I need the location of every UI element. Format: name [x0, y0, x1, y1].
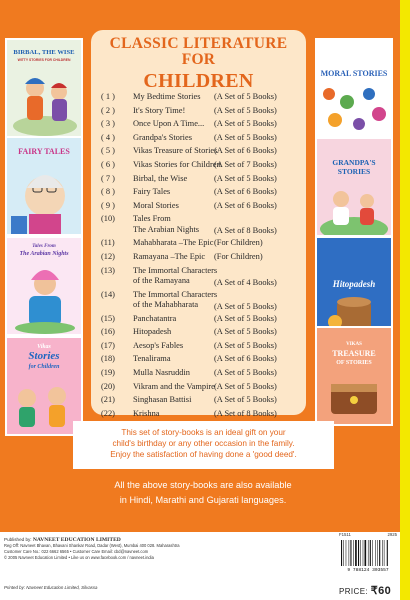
book-cover-subtitle: TREASURE — [332, 349, 376, 358]
book-title — [133, 92, 200, 103]
book-title-line: of the Mahabharata — [133, 300, 199, 310]
copyright: © 2005 Navneet Education Limited • Like us on www.facebook.com / navneet.india — [4, 555, 154, 560]
code-left: F1511 — [339, 532, 351, 537]
moral-stories-illustration — [317, 80, 391, 138]
book-title — [133, 409, 160, 420]
book-title-line: of the Ramayana — [133, 276, 190, 286]
book-title-line: Fairy Tales — [133, 187, 171, 197]
book-cover-title: Tales From — [32, 244, 56, 249]
book-number: ( 7 ) — [101, 173, 115, 183]
book-title-line: Vikram and the Vampire — [133, 381, 215, 391]
publisher-label: Published by: — [4, 537, 32, 542]
book-cover-title: FAIRY TALES — [18, 147, 70, 156]
book-number: (20) — [101, 381, 115, 391]
book-title-line: My Bedtime Stories — [133, 92, 201, 101]
book-cover-title: BIRBAL, THE WISE — [13, 49, 75, 56]
book-title — [133, 266, 217, 287]
book-cover-subtitle: WITTY STORIES FOR CHILDREN — [17, 58, 71, 62]
book-set-info: (A Set of 6 Books) — [214, 200, 277, 210]
book-list-item — [101, 106, 306, 120]
book-list-item — [101, 368, 306, 382]
book-title-line: It's Story Time! — [133, 105, 186, 115]
book-number: (16) — [101, 327, 115, 337]
book-title-line: Vikas Stories for Children — [133, 159, 221, 169]
book-set-info: (A Set of 5 Books) — [214, 395, 277, 405]
barcode — [339, 539, 397, 573]
code-right: 2925 — [387, 532, 397, 537]
registered-office: Reg Off: Navneet Bhavan, Bhavani Shankar Road, Dadar (West), Mumbai 400 028. Maharashtra — [4, 543, 180, 548]
book-cover-grandpas-stories — [315, 137, 393, 237]
book-number: (15) — [101, 313, 115, 323]
book-set-info: (A Set of 5 Books) — [214, 340, 277, 350]
barcode-icon — [339, 539, 397, 567]
book-title — [133, 238, 213, 249]
gift-note-line: This set of story-books is an ideal gift on your — [121, 428, 286, 437]
barcode-bar — [382, 540, 383, 566]
book-number: ( 1 ) — [101, 92, 115, 101]
book-list-item — [101, 341, 306, 355]
book-list-item — [101, 238, 306, 252]
book-number: ( 4 ) — [101, 132, 115, 142]
book-set-info: (A Set of 6 Books) — [214, 146, 277, 156]
customer-care: Customer Care No.: 022 6662 6565 • Customer Care Email: cbd@navneet.com — [4, 549, 149, 554]
book-cover-title: MORAL STORIES — [320, 69, 388, 78]
barcode-bar — [349, 540, 350, 566]
book-number: (13) — [101, 265, 115, 275]
book-set-info: (For Children) — [214, 238, 263, 248]
book-set-info: (A Set of 5 Books) — [214, 327, 277, 337]
price-value: ₹60 — [370, 585, 392, 597]
barcode-bar — [365, 540, 367, 566]
book-title — [133, 354, 171, 365]
book-title — [133, 160, 221, 171]
languages-note — [40, 478, 366, 508]
barcode-bar — [375, 540, 376, 566]
book-cover-title: Hitopadesh — [332, 279, 376, 289]
barcode-bar — [353, 540, 354, 566]
book-number: ( 9 ) — [101, 200, 115, 210]
book-number: (17) — [101, 340, 115, 350]
book-set-info: (A Set of 4 Books) — [214, 277, 277, 287]
barcode-bar — [346, 540, 347, 566]
book-title-line: Mulla Nasruddin — [133, 367, 190, 377]
book-title — [133, 214, 199, 235]
book-set-info: (A Set of 6 Books) — [214, 354, 277, 364]
book-title-line: Moral Stories — [133, 200, 179, 210]
gift-note-line: Enjoy the satisfaction of having done a 'good deed'. — [110, 450, 297, 459]
arabian-nights-illustration — [7, 258, 81, 336]
book-set-info: (A Set of 8 Books) — [214, 408, 277, 418]
book-cover-title: Vikas — [37, 344, 51, 350]
panel-title-line1: CLASSIC LITERATURE FOR — [109, 35, 288, 69]
book-title — [133, 201, 179, 212]
book-title-line: Hitopadesh — [133, 327, 172, 337]
book-number: (21) — [101, 395, 115, 405]
barcode-number: 9 788124 303557 — [347, 568, 389, 573]
book-title-line: Once Upon A Time... — [133, 119, 205, 129]
book-cover-title: GRANDPA'S — [332, 158, 376, 167]
book-number: (10) — [101, 214, 115, 224]
barcode-bar — [379, 540, 380, 566]
side-strip — [400, 0, 410, 600]
book-title-line: Aesop's Fables — [133, 340, 184, 350]
barcode-bar — [377, 540, 378, 566]
book-number: (18) — [101, 354, 115, 364]
book-title-line: The Arabian Nights — [133, 224, 200, 234]
grandpas-stories-illustration — [317, 179, 391, 237]
gift-note-line: child's birthday or any other occasion in the family. — [112, 439, 295, 448]
book-title — [133, 327, 171, 338]
book-number: ( 5 ) — [101, 146, 115, 156]
price-label: PRICE: — [339, 587, 369, 596]
book-title-line: Vikas Treasure of Stories — [133, 146, 218, 156]
book-set-info: (A Set of 6 Books) — [214, 187, 277, 197]
book-title-line: The Immortal Characters — [133, 265, 218, 275]
publisher-info — [4, 537, 304, 561]
barcode-bar — [358, 540, 359, 566]
book-title-line: Panchatantra — [133, 313, 177, 323]
vikas-stories-illustration — [7, 374, 81, 434]
languages-note-line: All the above story-books are also available — [114, 480, 292, 490]
barcode-bar — [363, 540, 364, 566]
book-set-info: (A Set of 5 Books) — [214, 381, 277, 391]
book-set-info: (A Set of 5 Books) — [214, 105, 277, 115]
book-number: ( 2 ) — [101, 105, 115, 115]
book-cover-moral-stories — [315, 38, 393, 138]
book-cover-birbal — [5, 38, 83, 138]
book-set-info: (A Set of 5 Books) — [214, 301, 277, 311]
book-list-item — [101, 119, 306, 133]
book-title — [133, 252, 205, 263]
barcode-bar — [384, 540, 385, 566]
book-cover-hitopadesh — [315, 236, 393, 336]
book-list — [101, 92, 306, 422]
book-number: (22) — [101, 408, 115, 418]
book-list-item — [101, 395, 306, 409]
barcode-bar — [341, 540, 342, 566]
book-set-info: (A Set of 5 Books) — [214, 119, 277, 129]
book-cover-arabian-nights — [5, 236, 83, 336]
book-title — [133, 106, 185, 117]
book-number: (12) — [101, 251, 115, 261]
book-title — [133, 146, 217, 157]
book-list-item — [101, 252, 306, 266]
book-cover-treasure-of-stories — [315, 326, 393, 426]
barcode-bar — [372, 540, 373, 566]
book-title — [133, 187, 170, 198]
barcode-bar — [350, 540, 351, 566]
book-title-line: The Immortal Characters — [133, 289, 218, 299]
book-set-info: (A Set of 7 Books) — [214, 159, 277, 169]
book-title-line: Tales From — [133, 214, 171, 224]
book-title — [133, 119, 204, 130]
book-title — [133, 395, 191, 406]
panel-title — [91, 36, 306, 92]
book-title-line: Tenalirama — [133, 354, 171, 364]
book-list-item — [101, 146, 306, 160]
book-set-info: (A Set of 5 Books) — [214, 92, 277, 101]
book-number: (11) — [101, 238, 115, 248]
book-list-item — [101, 382, 306, 396]
book-list-item — [101, 354, 306, 368]
book-cover-vikas-stories — [5, 336, 83, 436]
book-title — [133, 174, 187, 185]
book-list-item — [101, 290, 306, 314]
book-title-line: Birbal, the Wise — [133, 173, 188, 183]
book-list-item — [101, 133, 306, 147]
book-cover-subtitle: Stories — [28, 350, 60, 362]
barcode-bar — [368, 540, 369, 566]
panel-title-line2: CHILDREN — [143, 69, 254, 92]
book-cover-subtitle: STORIES — [337, 167, 371, 176]
book-cover-subtitle-2: OF STORIES — [336, 360, 372, 366]
book-cover-title: VIKAS — [346, 342, 362, 347]
book-number: (14) — [101, 289, 115, 299]
book-number: ( 8 ) — [101, 187, 115, 197]
gift-note-box — [73, 421, 334, 469]
book-title — [133, 341, 183, 352]
book-list-item — [101, 187, 306, 201]
barcode-bar — [360, 540, 361, 566]
book-title — [133, 290, 217, 311]
book-list-item — [101, 160, 306, 174]
book-title — [133, 314, 176, 325]
book-set-info: (A Set of 5 Books) — [214, 313, 277, 323]
book-set-info: (A Set of 8 Books) — [214, 226, 277, 236]
book-list-item — [101, 266, 306, 290]
book-list-item — [101, 174, 306, 188]
fairy-tales-illustration — [7, 158, 81, 236]
barcode-bar — [355, 540, 357, 566]
book-title-line: Mahabharata –The Epic — [133, 238, 214, 248]
book-title-line: Grandpa's Stories — [133, 132, 192, 142]
book-title — [133, 382, 215, 393]
book-set-info: (A Set of 5 Books) — [214, 173, 277, 183]
book-title — [133, 133, 192, 144]
book-title-line: Krishna — [133, 408, 160, 418]
book-number: (19) — [101, 367, 115, 377]
price — [339, 584, 397, 597]
book-set-info: (For Children) — [214, 251, 263, 261]
book-set-info: (A Set of 5 Books) — [214, 132, 277, 142]
book-list-item — [101, 92, 306, 106]
birbal-illustration — [7, 66, 81, 136]
book-list-item — [101, 327, 306, 341]
barcode-bar — [370, 540, 371, 566]
publisher-name: NAVNEET EDUCATION LIMITED — [32, 537, 121, 543]
book-cover-subtitle: The Arabian Nights — [19, 251, 69, 257]
printed-by: Printed by: Navneet Education Limited, Silvassa — [4, 585, 98, 590]
book-title — [133, 368, 190, 379]
book-cover-subtitle-2: for Children — [28, 364, 60, 370]
book-title-line: Ramayana –The Epic — [133, 251, 206, 261]
book-number: ( 3 ) — [101, 119, 115, 129]
book-list-item — [101, 214, 306, 238]
barcode-bar — [387, 540, 388, 566]
book-list-item — [101, 314, 306, 328]
book-title-line: Singhasan Battisi — [133, 395, 192, 405]
languages-note-line: in Hindi, Marathi and Gujarati languages. — [119, 495, 287, 505]
book-set-info: (A Set of 5 Books) — [214, 367, 277, 377]
barcode-bar — [343, 540, 344, 566]
treasure-of-stories-illustration — [317, 370, 391, 426]
book-number: ( 6 ) — [101, 159, 115, 169]
book-list-item — [101, 201, 306, 215]
book-cover-fairy-tales — [5, 136, 83, 236]
